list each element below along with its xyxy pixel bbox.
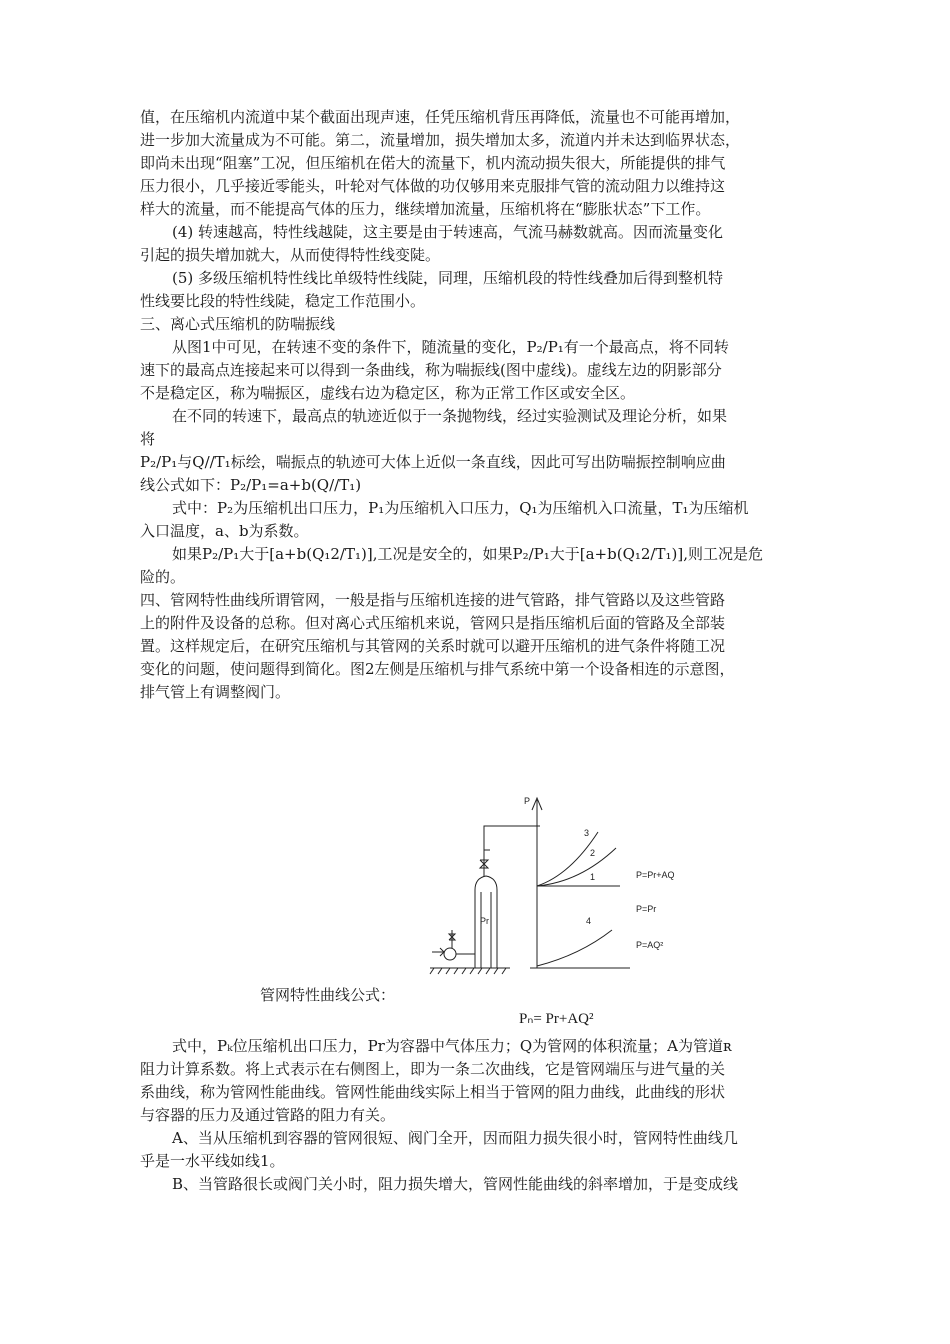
tank-label: Pr	[480, 916, 489, 926]
curve-label-3: 3	[584, 828, 590, 838]
curve-3	[537, 832, 598, 886]
paragraph-line: 排气管上有调整阀门。	[140, 683, 291, 701]
axis-label-p: P	[524, 796, 531, 806]
paragraph-line: 置。这样规定后，在研究压缩机与其管网的关系时就可以避开压缩机的进气条件将随工况	[140, 637, 726, 655]
eq-label-2: P=Pr	[636, 904, 657, 914]
paragraph-line: 阻力计算系数。将上式表示在右侧图上，即为一条二次曲线，它是管网端压与进气量的关	[140, 1060, 726, 1078]
paragraph-line: B、当管路很长或阀门关小时，阻力损失增大，管网性能曲线的斜率增加，于是变成线	[172, 1175, 739, 1193]
eq-label-3: P=AQ²	[636, 940, 664, 950]
paragraph-line: 式中，Pₖ位压缩机出口压力，Pr为容器中气体压力；Q为管网的体积流量；A为管道ʀ	[172, 1037, 732, 1055]
paragraph-line: 进一步加大流量成为不可能。第二，流量增加，损失增加太多，流道内并未达到临界状态，	[140, 131, 741, 149]
formula-label: 管网特性曲线公式：	[260, 986, 396, 1004]
paragraph-line: P₂/P₁与Q//T₁标绘，喘振点的轨迹可大体上近似一条直线，因此可写出防喘振控制响应曲	[140, 453, 726, 471]
paragraph-line: A、当从压缩机到容器的管网很短、阀门全开，因而阻力损失很小时，管网特性曲线几	[172, 1129, 738, 1147]
paragraph-line: 式中：P₂为压缩机出口压力，P₁为压缩机入口压力，Q₁为压缩机入口流量，T₁为压缩机	[172, 499, 749, 517]
paragraph-line: (4) 转速越高，特性线越陡，这主要是由于转速高，气流马赫数就高。因而流量变化	[172, 223, 724, 241]
curve-2	[537, 848, 616, 886]
formula: Pₙ= Pr+AQ²	[519, 1011, 594, 1027]
paragraph-line: 四、管网特性曲线所谓管网，一般是指与压缩机连接的进气管路，排气管路以及这些管路	[140, 591, 726, 609]
paragraph-line: 值，在压缩机内流道中某个截面出现声速，任凭压缩机背压再降低，流量也不可能再增加，	[140, 108, 741, 126]
paragraph-line: 将	[140, 430, 156, 448]
paragraph-line: 即尚未出现“阻塞”工况，但压缩机在偌大的流量下，机内流动损失很大，所能提供的排气	[140, 154, 726, 172]
paragraph-line: 乎是一水平线如线1。	[140, 1152, 285, 1170]
paragraph-line: 变化的问题，使问题得到简化。图2左侧是压缩机与排气系统中第一个设备相连的示意图，	[140, 660, 735, 678]
paragraph-line: 如果P₂/P₁大于[a+b(Q₁2/T₁)],工况是安全的，如果P₂/P₁大于[a+b(Q₁2/T₁)],则工况是危	[172, 545, 763, 563]
upper-text	[140, 106, 820, 704]
figure-svg	[420, 790, 710, 980]
paragraph-line: 在不同的转速下，最高点的轨迹近似于一条抛物线，经过实验测试及理论分析，如果	[172, 407, 728, 425]
paragraph-line: 线公式如下：P₂/P₁=a+b(Q//T₁)	[140, 476, 362, 494]
pipe-network-figure	[420, 790, 710, 980]
curve-label-1: 1	[590, 872, 596, 882]
curve-4	[537, 930, 612, 966]
paragraph-line: 样大的流量，而不能提高气体的压力，继续增加流量，压缩机将在“膨胀状态”下工作。	[140, 200, 711, 218]
paragraph-line: 不是稳定区，称为喘振区，虚线右边为稳定区，称为正常工作区或安全区。	[140, 384, 636, 402]
paragraph-line: 险的。	[140, 568, 186, 586]
eq-label-1: P=Pr+AQ	[636, 870, 675, 880]
paragraph-line: 速下的最高点连接起来可以得到一条曲线，称为喘振线(图中虚线)。虚线左边的阴影部分	[140, 361, 722, 379]
paragraph-line: 系曲线，称为管网性能曲线。管网性能曲线实际上相当于管网的阻力曲线，此曲线的形状	[140, 1083, 726, 1101]
paragraph-line: 从图1中可见，在转速不变的条件下，随流量的变化，P₂/P₁有一个最高点，将不同转	[172, 338, 729, 356]
paragraph-line: (5) 多级压缩机特性线比单级特性线陡，同理，压缩机段的特性线叠加后得到整机特	[172, 269, 724, 287]
curve-label-2: 2	[590, 848, 596, 858]
compressor	[444, 948, 456, 960]
paragraph-line: 压力很小，几乎接近零能头，叶轮对气体做的功仅够用来克服排气管的流动阻力以维持这	[140, 177, 726, 195]
paragraph-line: 引起的损失增加就大，从而使得特性线变陡。	[140, 246, 441, 264]
paragraph-line: 三、离心式压缩机的防喘振线	[140, 315, 336, 333]
paragraph-line: 性线要比段的特性线陡，稳定工作范围小。	[140, 292, 426, 310]
paragraph-line: 上的附件及设备的总称。但对离心式压缩机来说，管网只是指压缩机后面的管路及全部装	[140, 614, 726, 632]
curve-label-4: 4	[586, 916, 592, 926]
lower-text	[140, 1035, 820, 1196]
paragraph-line: 与容器的压力及通过管路的阻力有关。	[140, 1106, 396, 1124]
paragraph-line: 入口温度，a、b为系数。	[140, 522, 309, 540]
